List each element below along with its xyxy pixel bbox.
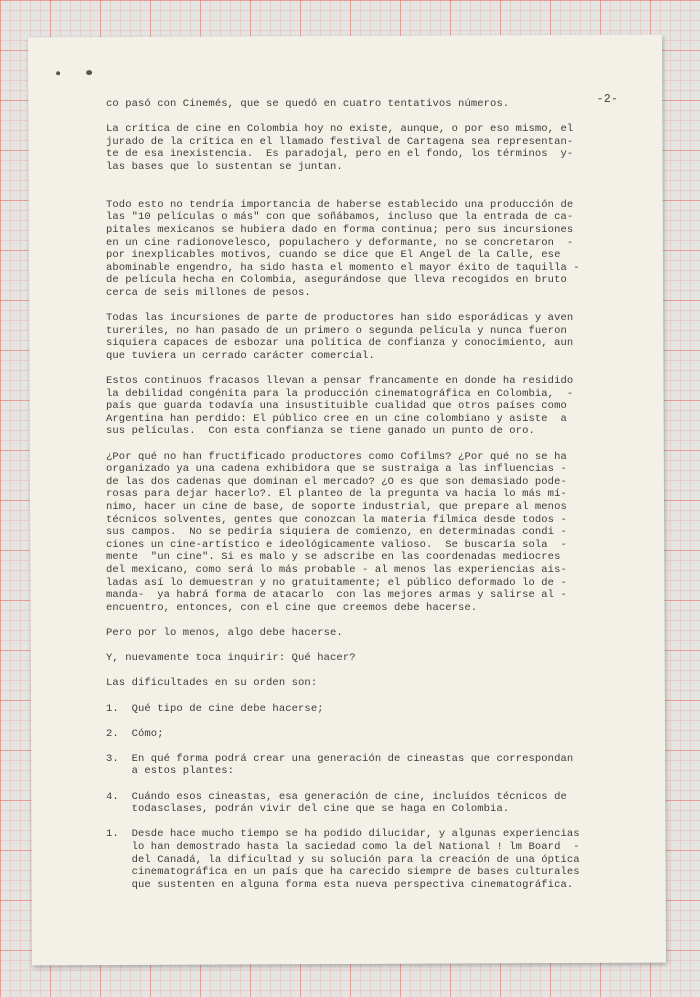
text-line: país que guarda todavía una insustituible cualidad que otros países como	[106, 400, 567, 413]
text-line: abominable engendro, ha sido hasta el momento el mayor éxito de taquilla -	[106, 261, 580, 274]
text-line: las bases que lo sustentan se juntan.	[106, 160, 343, 173]
text-line: ciones un cine-artístico e ideológicamente valioso. Se buscaría sola -	[106, 538, 567, 551]
text-line: 1. Desde hace mucho tiempo se ha podido dilucidar, y algunas experiencias	[106, 828, 580, 841]
text-line: la debilidad congénita para la producción cinematográfica en Colombia, -	[106, 387, 574, 400]
text-line: las "10 películas o más" con que soñábamos, incluso que la entrada de ca-	[106, 211, 574, 224]
text-line: del Canadá, la dificultad y su solución para la creación de una óptica	[106, 853, 580, 866]
text-line: que sustenten en alguna forma esta nueva perspectiva cinematográfica.	[106, 878, 574, 891]
text-line: rosas para dejar hacerlo?. El planteo de la pregunta va hacia lo más mí-	[106, 488, 567, 501]
document-body	[106, 70, 608, 891]
paragraph	[106, 98, 608, 111]
text-line: en un cine radionovelesco, populachero y deformante, no se concretaron -	[106, 236, 574, 249]
paragraph	[106, 703, 608, 716]
text-line: por inexplicables motivos, cuando se dice que El Angel de la Calle, ese	[106, 249, 561, 262]
text-line: 3. En qué forma podrá crear una generación de cineastas que correspondan	[106, 752, 574, 765]
text-line: te de esa inexistencia. Es paradojal, pero en el fondo, los términos y-	[106, 148, 574, 161]
text-line: La crítica de cine en Colombia hoy no existe, aunque, o por eso mismo, el	[106, 123, 574, 136]
paragraph	[106, 627, 608, 640]
text-line: 1. Qué tipo de cine debe hacerse;	[106, 702, 324, 715]
text-line: 4. Cuándo esos cineastas, esa generación de cine, incluídos técnicos de	[106, 790, 567, 803]
text-line: encuentro, entonces, con el cine que creemos debe hacerse.	[106, 601, 478, 614]
paragraph	[106, 677, 608, 690]
paragraph	[106, 312, 608, 362]
paragraph	[106, 199, 608, 300]
text-line: del mexicano, como será lo más probable - al menos las experiencias ais-	[106, 563, 567, 576]
text-line: técnicos solventes, gentes que conozcan la materia fílmica desde todos -	[106, 513, 567, 526]
text-line: lo han demostrado hasta la saciedad como la del National ! lm Board -	[106, 841, 580, 854]
text-line: mente "un cine". Si es malo y se adscribe en las coordenadas mediocres	[106, 551, 561, 564]
text-line: Todo esto no tendría importancia de haberse establecido una producción de	[106, 198, 574, 211]
text-line: ladas así lo demuestran y no gratuitamente; el público deformado lo de -	[106, 576, 567, 589]
text-line: siquiera capaces de esbozar una política de confianza y conocimiento, aun	[106, 337, 574, 350]
paragraph	[106, 652, 608, 665]
paragraph	[106, 451, 608, 615]
paragraph	[106, 753, 608, 778]
text-line: sus películas. Con esta confianza se tiene ganado un punto de oro.	[106, 425, 535, 438]
text-line: co pasó con Cinemés, que se quedó en cuatro tentativos números.	[106, 98, 510, 110]
text-line: manda- ya habrá forma de atacarlo con las mejores armas y salirse al -	[106, 589, 567, 602]
text-line: jurado de la crítica en el llamado festival de Cartagena sea representan-	[106, 135, 574, 148]
text-line: 2. Cómo;	[106, 727, 164, 740]
text-line: todasclases, podrán vivir del cine que se haga en Colombia.	[106, 803, 510, 816]
paragraph	[106, 123, 608, 173]
text-line: de las dos cadenas que dominan el mercado? ¿O es que son demasiado pode-	[106, 475, 567, 488]
text-line: Estos continuos fracasos llevan a pensar francamente en donde ha residido	[106, 375, 574, 388]
text-line: de película hecha en Colombia, asegurándose que lleva recogidos en bruto	[106, 274, 567, 287]
text-line: cinematográfica en un país que ha carecido siempre de bases culturales	[106, 866, 580, 879]
paragraph	[106, 828, 608, 891]
text-line: tureriles, no han pasado de un primero o segunda película y nunca fueron	[106, 324, 567, 337]
text-line: Argentina han perdido: El público cree en un cine colombiano y asiste a	[106, 412, 567, 425]
text-line: sus campos. No se pediría siquiera de comienzo, en determinadas condi -	[106, 526, 567, 539]
text-line: cerca de seis millones de pesos.	[106, 286, 311, 299]
paragraph	[106, 375, 608, 438]
page-number: -2-	[596, 92, 619, 106]
text-line: organizado ya una cadena exhibidora que se sustraiga a las influencias -	[106, 463, 567, 476]
text-line: nimo, hacer un cine de base, de soporte industrial, que prepare al menos	[106, 501, 567, 513]
paragraph	[106, 728, 608, 741]
text-line: Todas las incursiones de parte de productores han sido esporádicas y aven	[106, 312, 574, 325]
text-line: a estos plantes:	[106, 765, 235, 778]
text-line: ¿Por qué no han fructificado productores como Cofilms? ¿Por qué no se ha	[106, 450, 567, 463]
paper-mark	[86, 70, 92, 75]
text-line: Las dificultades en su orden son:	[106, 677, 318, 690]
text-line: pitales mexicanos se hubiera dado en forma continua; pero sus incursiones	[106, 223, 574, 236]
paper-mark	[56, 71, 60, 75]
paragraph	[106, 791, 608, 816]
text-line: Pero por lo menos, algo debe hacerse.	[106, 626, 343, 639]
text-line: Y, nuevamente toca inquirir: Qué hacer?	[106, 652, 356, 665]
text-line: que tuviera un cerrado carácter comercial.	[106, 349, 375, 362]
